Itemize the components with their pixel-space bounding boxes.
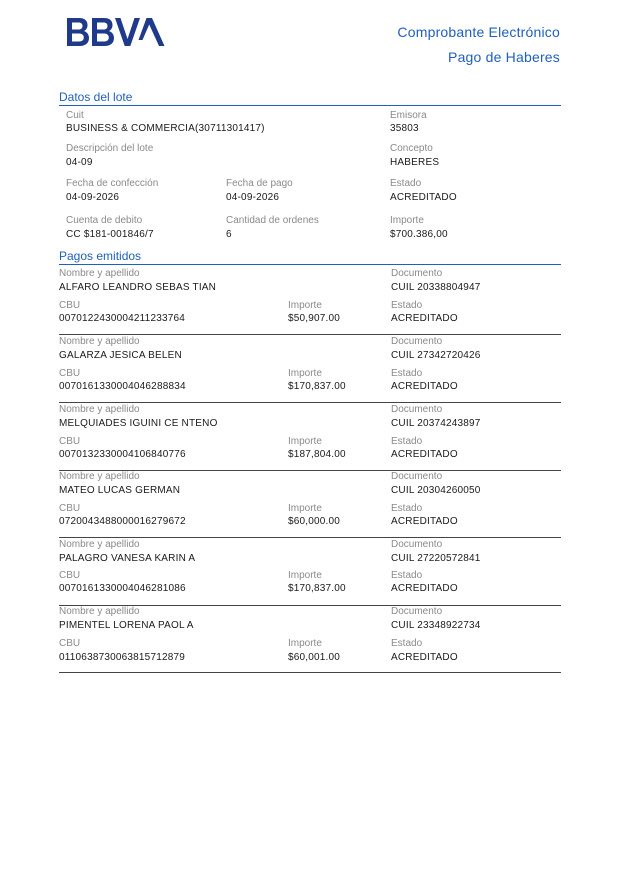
payment-importe: $187,804.00	[288, 449, 346, 460]
documento-label: Documento	[391, 268, 443, 279]
payment-documento: CUIL 20304260050	[391, 485, 481, 496]
section-title-datos-lote: Datos del lote	[59, 90, 561, 106]
importe-label: Importe	[288, 368, 322, 379]
payment-cbu: 0070161330004046281086	[59, 583, 186, 594]
payment-documento: CUIL 27342720426	[391, 350, 481, 361]
payment-estado: ACREDITADO	[391, 652, 458, 663]
importe-label: Importe	[288, 570, 322, 581]
payment-cbu: 0110638730063815712879	[59, 652, 186, 663]
payment-estado: ACREDITADO	[391, 516, 458, 527]
documento-label: Documento	[391, 471, 443, 482]
estado-label: Estado	[391, 638, 423, 649]
estado-label: Estado	[391, 570, 423, 581]
payment-documento: CUIL 20338804947	[391, 282, 481, 293]
payment-row	[59, 402, 561, 471]
payment-estado: ACREDITADO	[391, 583, 458, 594]
payment-documento: CUIL 23348922734	[391, 620, 481, 631]
payment-nombre: PALAGRO VANESA KARIN A	[59, 553, 196, 564]
payment-estado: ACREDITADO	[391, 381, 458, 392]
payment-nombre: ALFARO LEANDRO SEBAS TIAN	[59, 282, 217, 293]
importe-label: Importe	[288, 503, 322, 514]
cbu-label: CBU	[59, 300, 81, 311]
payment-nombre: GALARZA JESICA BELEN	[59, 350, 182, 361]
documento-label: Documento	[391, 404, 443, 415]
cbu-label: CBU	[59, 368, 81, 379]
cantidad-ordenes-label: Cantidad de ordenes	[226, 215, 319, 226]
descripcion-label: Descripción del lote	[66, 143, 154, 154]
cuenta-debito-value: CC $181-001846/7	[66, 229, 154, 240]
payment-estado: ACREDITADO	[391, 313, 458, 324]
fecha-confeccion-value: 04-09-2026	[66, 192, 120, 203]
estado-label: Estado	[390, 178, 422, 189]
importe-total-value: $700.386,00	[390, 229, 448, 240]
payment-row	[59, 266, 561, 335]
section-title-pagos-emitidos: Pagos emitidos	[59, 249, 561, 265]
emisora-label: Emisora	[390, 110, 427, 121]
payment-row	[59, 334, 561, 403]
payment-row	[59, 604, 561, 673]
descripcion-value: 04-09	[66, 157, 93, 168]
payment-documento: CUIL 20374243897	[391, 418, 481, 429]
payment-nombre: MATEO LUCAS GERMAN	[59, 485, 181, 496]
importe-label: Importe	[288, 300, 322, 311]
nombre-label: Nombre y apellido	[59, 471, 140, 482]
cbu-label: CBU	[59, 503, 81, 514]
cbu-label: CBU	[59, 570, 81, 581]
payment-estado: ACREDITADO	[391, 449, 458, 460]
payment-nombre: PIMENTEL LORENA PAOL A	[59, 620, 194, 631]
documento-label: Documento	[391, 539, 443, 550]
cuit-label: Cuit	[66, 110, 84, 121]
payment-cbu: 0070122430004211233764	[59, 313, 186, 324]
nombre-label: Nombre y apellido	[59, 336, 140, 347]
cbu-label: CBU	[59, 638, 81, 649]
estado-label: Estado	[391, 436, 423, 447]
fecha-pago-value: 04-09-2026	[226, 192, 280, 203]
importe-total-label: Importe	[390, 215, 424, 226]
payment-row	[59, 537, 561, 606]
payment-documento: CUIL 27220572841	[391, 553, 481, 564]
documento-label: Documento	[391, 336, 443, 347]
emisora-value: 35803	[390, 123, 419, 134]
fecha-pago-label: Fecha de pago	[226, 178, 293, 189]
nombre-label: Nombre y apellido	[59, 404, 140, 415]
payment-importe: $170,837.00	[288, 381, 346, 392]
payment-cbu: 0720043488000016279672	[59, 516, 186, 527]
payment-cbu: 0070161330004046288834	[59, 381, 186, 392]
importe-label: Importe	[288, 436, 322, 447]
cuit-value: BUSINESS & COMMERCIA(30711301417)	[66, 123, 265, 134]
payment-nombre: MELQUIADES IGUINI CE NTENO	[59, 418, 218, 429]
document-subtitle: Pago de Haberes	[448, 49, 560, 65]
documento-label: Documento	[391, 606, 443, 617]
estado-label: Estado	[391, 368, 423, 379]
fecha-confeccion-label: Fecha de confección	[66, 178, 159, 189]
payment-importe: $50,907.00	[288, 313, 341, 324]
cbu-label: CBU	[59, 436, 81, 447]
nombre-label: Nombre y apellido	[59, 606, 140, 617]
concepto-value: HABERES	[390, 157, 440, 168]
nombre-label: Nombre y apellido	[59, 539, 140, 550]
bbva-logo	[67, 16, 170, 48]
payment-row	[59, 469, 561, 538]
estado-value: ACREDITADO	[390, 192, 457, 203]
concepto-label: Concepto	[390, 143, 433, 154]
cantidad-ordenes-value: 6	[226, 229, 232, 240]
cuenta-debito-label: Cuenta de debito	[66, 215, 143, 226]
payment-importe: $170,837.00	[288, 583, 346, 594]
payment-importe: $60,000.00	[288, 516, 341, 527]
nombre-label: Nombre y apellido	[59, 268, 140, 279]
estado-label: Estado	[391, 503, 423, 514]
payment-cbu: 0070132330004106840776	[59, 449, 186, 460]
payment-importe: $60,001.00	[288, 652, 341, 663]
importe-label: Importe	[288, 638, 322, 649]
document-title: Comprobante Electrónico	[397, 24, 560, 40]
estado-label: Estado	[391, 300, 423, 311]
